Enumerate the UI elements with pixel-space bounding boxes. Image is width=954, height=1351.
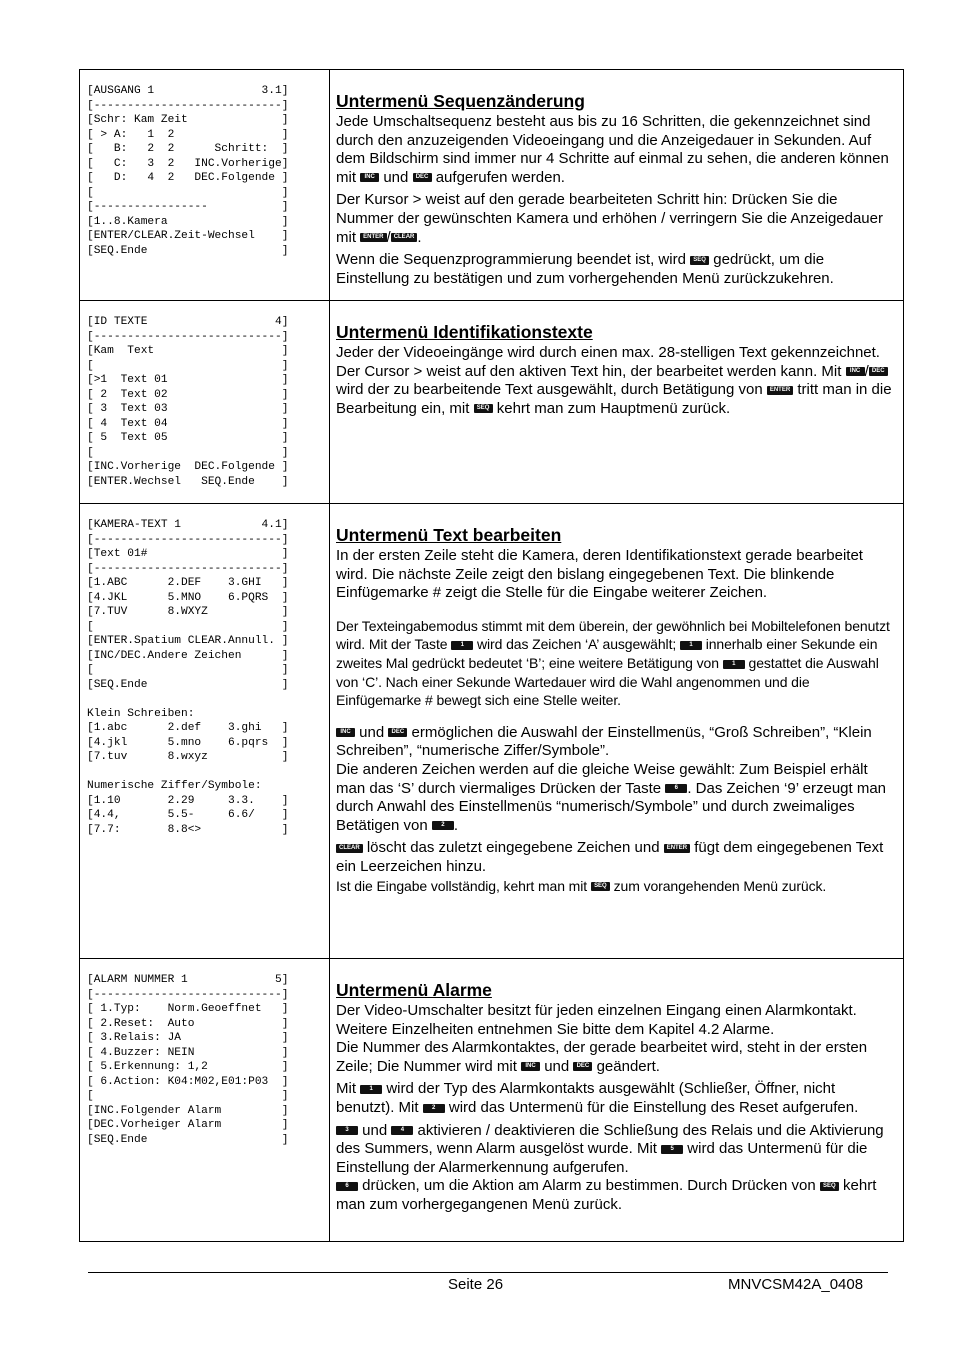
osd-screen-text-edit: [KAMERA-TEXT 1 4.1] [----------------------------] [Text 01# ] [----------------------------] [1.ABC 2.DEF 3.GHI ] [4.JKL 5.MNO 6.PQRS ] [7.TUV 8.WXYZ ] [ ] [ENTER.Spatium CLEAR.Annull. ] [INC/DEC.Andere Zeichen ] [ ] [SEQ.Ende ] Klein Schreiben: [1.abc 2.def 3.ghi ] [4.jkl 5.mno 6.pqrs ] [7.tuv 8.wxyz ] Numerische Ziffer/Symbole: [1.10 2.29 3.3. ] [4.4, 5.5- 6.6/ ] [7.7: 8.8<> ] — [87, 519, 289, 836]
enter-key-icon: ENTER — [767, 386, 793, 395]
key-1-icon: 1 — [451, 641, 473, 650]
key-5-icon: 5 — [661, 1145, 683, 1154]
paragraph: Der Texteingabemodus stimmt mit dem überein, der gewöhnlich bei Mobiltelefonen benutzt wird. Mit der Taste 1 wird das Zeichen ‘A’ ausgewählt; 1 innerhalb einer Sekunde ein zweites Mal gedrückt bedeutet ‘B’; eine weitere Betätigung von 1 gestattet die Auswahl von ‘C’. Nach einer Sekunde Wartedauer wird die Wahl angenommen und die Einfügemarke # bewegt sich eine Stelle weiter. — [336, 617, 890, 709]
osd-screen-sequence: [AUSGANG 1 3.1] [----------------------------] [Schr: Kam Zeit ] [ > A: 1 2 ] [ B: 2 2 Schritt: ] [ C: 3 2 INC.Vorherige] [ D: 4 2 DEC.Folgende ] [ ] [----------------- ] [1..8.Kamera ] [ENTER/CLEAR.Zeit-Wechsel ] [SEQ.Ende ] — [87, 85, 289, 257]
section-row-text-edit — [80, 504, 904, 959]
key-6-icon: 6 — [665, 784, 687, 793]
paragraph: Der Kursor > weist auf den gerade bearbeiteten Schritt hin: Drücken Sie die Nummer der gewünschten Kamera und erhöhen / verringern Sie die Anzeigedauer mit ENTER / CLEAR . — [336, 191, 883, 246]
inc-key-icon: INC — [846, 367, 865, 376]
document-code: MNVCSM42A_0408 — [728, 1276, 864, 1293]
footer-divider — [88, 1272, 888, 1273]
seq-key-icon: SEQ — [474, 404, 493, 413]
key-6-icon: 6 — [336, 1182, 358, 1191]
key-2-icon: 2 — [423, 1104, 445, 1113]
description-cell — [330, 504, 904, 959]
description-cell — [330, 301, 904, 504]
screen-cell — [80, 301, 330, 504]
inc-key-icon: INC — [521, 1062, 540, 1071]
section-row-alarms — [80, 959, 904, 1242]
paragraph: Die anderen Zeichen werden auf die gleiche Weise gewählt: Zum Beispiel erhält man das ‘S’ durch viermaliges Drücken der Taste 6 . Das Zeichen ‘9’ erzeugt man durch Anwahl des Einstellmenüs “numerisch/Symbole” und durch zweimaliges Betätigen von 2 . — [336, 760, 887, 834]
paragraph: 3 und 4 aktivieren / deaktivieren die Schließung des Relais und die Aktivierung des Summers, wenn Alarm ausgelöst wurde. Mit 5 wird das Untermenü für die Einstellung der Alarmerkennung aufgerufen. — [336, 1121, 884, 1176]
clear-key-icon: CLEAR — [391, 233, 418, 242]
screen-cell — [80, 959, 330, 1242]
paragraph: Ist die Eingabe vollständig, kehrt man mit SEQ zum vorangehenden Menü zurück. — [336, 877, 827, 894]
screen-cell — [80, 70, 330, 301]
paragraph: Jede Umschaltsequenz besteht aus bis zu 16 Schritten, die gekennzeichnet sind durch den anzuzeigenden Videoeingang und die Anzeigedauer in Sekunden. Auf dem Bildschirm sind immer nur 4 Schritte auf einmal zu sehen, die anderen können mit INC und DEC aufgerufen werden. — [336, 113, 889, 186]
page-number: Seite 26 — [448, 1276, 504, 1293]
dec-key-icon: DEC — [573, 1062, 592, 1071]
seq-key-icon: SEQ — [591, 882, 610, 891]
paragraph: CLEAR löscht das zuletzt eingegebene Zeichen und ENTER fügt dem eingegebenen Text ein Leerzeichen hinzu. — [336, 839, 884, 875]
paragraph: INC und DEC ermöglichen die Auswahl der Einstellmenüs, “Groß Schreiben”, “Klein Schreiben”, “numerische Ziffer/Symbole”. — [336, 723, 872, 760]
key-1-icon: 1 — [723, 660, 745, 669]
osd-screen-alarms: [ALARM NUMMER 1 5] [----------------------------] [ 1.Typ: Norm.Geoeffnet ] [ 2.Reset: Auto ] [ 3.Relais: JA ] [ 4.Buzzer: NEIN ] [ 5.Erkennung: 1,2 ] [ 6.Action: K04:M02,E01:P03 ] [ ] [INC.Folgender Alarm ] [DEC.Vorheiger Alarm ] [SEQ.Ende ] — [87, 974, 289, 1146]
key-4-icon: 4 — [391, 1126, 413, 1135]
dec-key-icon: DEC — [413, 173, 432, 182]
section-title: Untermenü Identifikationstexte — [336, 322, 593, 342]
dec-key-icon: DEC — [869, 367, 888, 376]
section-title: Untermenü Sequenzänderung — [336, 91, 585, 111]
clear-key-icon: CLEAR — [336, 844, 363, 853]
key-3-icon: 3 — [336, 1126, 358, 1135]
paragraph: 6 drücken, um die Aktion am Alarm zu bestimmen. Durch Drücken von SEQ kehrt man zum vorhergegangenen Menü zurück. — [336, 1177, 877, 1213]
paragraph: In der ersten Zeile steht die Kamera, deren Identifikationstext gerade bearbeitet wird. Die nächste Zeile zeigt den bislang eingegebenen Text. Die blinkende Einfügemarke # zeigt die Stelle für die Eingabe weiterer Zeichen. — [336, 547, 863, 602]
description-cell — [330, 70, 904, 301]
key-1-icon: 1 — [360, 1085, 382, 1094]
paragraph: Die Nummer des Alarmkontaktes, der gerade bearbeitet wird, steht in der ersten Zeile; Die Nummer wird mit INC und DEC geändert. — [336, 1039, 868, 1075]
seq-key-icon: SEQ — [690, 256, 709, 265]
screen-cell — [80, 504, 330, 959]
description-cell — [330, 959, 904, 1242]
osd-screen-id-texts: [ID TEXTE 4] [----------------------------] [Kam Text ] [ ] [>1 Text 01 ] [ 2 Text 02 ] [ 3 Text 03 ] [ 4 Text 04 ] [ 5 Text 05 ] [ ] [INC.Vorherige DEC.Folgende ] [ENTER.Wechsel SEQ.Ende ] — [87, 316, 289, 488]
key-1-icon: 1 — [680, 641, 702, 650]
key-2-icon: 2 — [432, 821, 454, 830]
section-row-sequence — [80, 70, 904, 301]
section-title: Untermenü Alarme — [336, 980, 492, 1000]
seq-key-icon: SEQ — [820, 1182, 839, 1191]
inc-key-icon: INC — [360, 173, 379, 182]
paragraph: Wenn die Sequenzprogrammierung beendet ist, wird SEQ gedrückt, um die Einstellung zu bestätigen und zum vorhergehenden Menü zurückzukehren. — [336, 251, 834, 287]
manual-table — [79, 69, 904, 1242]
paragraph: Mit 1 wird der Typ des Alarmkontakts ausgewählt (Schließer, Öffner, nicht benutzt). Mit 2 wird das Untermenü für die Einstellung des Reset aufgerufen. — [336, 1080, 859, 1116]
section-row-id-texts — [80, 301, 904, 504]
paragraph: Der Video-Umschalter besitzt für jeden einzelnen Eingang einen Alarmkontakt. Weitere Einzelheiten entnehmen Sie bitte dem Kapitel 4.2 Alarme. — [336, 1002, 857, 1038]
enter-key-icon: ENTER — [360, 233, 386, 242]
section-title: Untermenü Text bearbeiten — [336, 525, 562, 545]
paragraph: Jeder der Videoeingänge wird durch einen max. 28-stelligen Text gekennzeichnet. Der Cursor > weist auf den aktiven Text hin, der bearbeitet werden kann. Mit INC / DEC wird der zu bearbeitende Text ausgewählt, durch Betätigung von ENTER tritt man in die Bearbeitung ein, mit SEQ kehrt man zum Hauptmenü zurück. — [336, 344, 892, 417]
dec-key-icon: DEC — [388, 728, 407, 737]
enter-key-icon: ENTER — [664, 844, 690, 853]
inc-key-icon: INC — [336, 728, 355, 737]
